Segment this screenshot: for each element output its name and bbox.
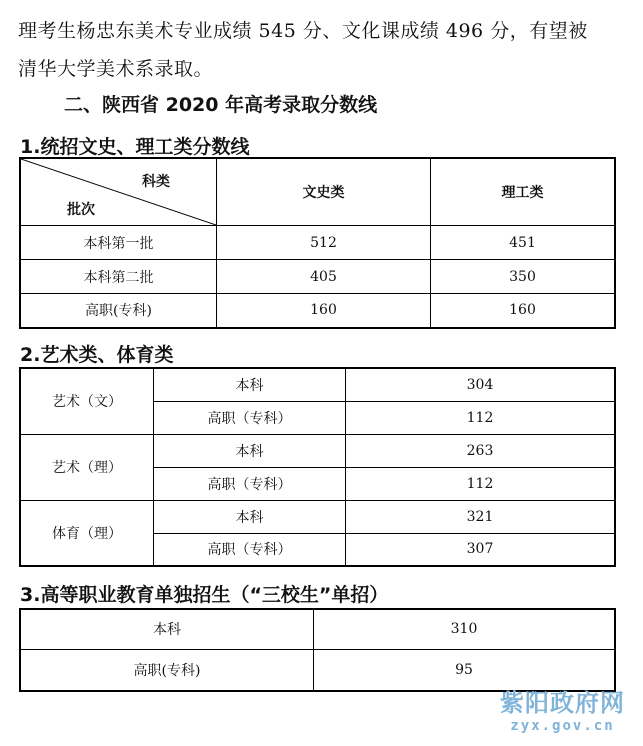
- score-value: 112: [346, 401, 616, 434]
- score-table-general: [19, 157, 616, 329]
- liberal-arts-score: 512: [217, 226, 431, 260]
- column-header-science: 理工类: [431, 158, 616, 226]
- column-header-liberal-arts: 文史类: [217, 158, 431, 226]
- score-value: 112: [346, 467, 616, 500]
- level-label: 本科: [154, 434, 346, 467]
- row-label: 本科第一批: [20, 226, 217, 260]
- watermark-name: 紫阳政府网: [500, 689, 625, 717]
- table-row: [20, 226, 615, 260]
- header-category-label: 科类: [142, 174, 170, 190]
- row-label: 高职(专科): [20, 294, 217, 328]
- liberal-arts-score: 160: [217, 294, 431, 328]
- diagonal-header-cell: [20, 158, 217, 226]
- score-value: 307: [346, 533, 616, 566]
- level-label: 高职（专科）: [154, 533, 346, 566]
- level-label: 本科: [154, 368, 346, 401]
- score-value: 304: [346, 368, 616, 401]
- row-label: 本科: [20, 609, 314, 649]
- score-value: 321: [346, 500, 616, 533]
- table-row: [20, 609, 615, 649]
- score-value: 95: [314, 649, 616, 691]
- row-label: 高职(专科): [20, 649, 314, 691]
- row-label: 本科第二批: [20, 260, 217, 294]
- table-row: [20, 500, 615, 533]
- table-row: [20, 260, 615, 294]
- level-label: 高职（专科）: [154, 467, 346, 500]
- score-table-vocational: [19, 608, 616, 692]
- group-label: 艺术（文）: [20, 368, 154, 434]
- intro-paragraph-line-2: 清华大学美术系录取。: [18, 58, 214, 80]
- subsection-2-title: 2.艺术类、体育类: [20, 344, 174, 366]
- group-label: 体育（理）: [20, 500, 154, 566]
- score-value: 310: [314, 609, 616, 649]
- watermark-url: zyx.gov.cn: [510, 718, 615, 734]
- section-title: 二、陕西省 2020 年高考录取分数线: [64, 94, 378, 116]
- subsection-1-title: 1.统招文史、理工类分数线: [20, 136, 250, 158]
- intro-paragraph-line-1: 理考生杨忠东美术专业成绩 545 分、文化课成绩 496 分，有望被: [18, 20, 588, 42]
- science-score: 350: [431, 260, 616, 294]
- level-label: 本科: [154, 500, 346, 533]
- score-table-arts-sports: [19, 367, 616, 567]
- site-watermark: [500, 683, 625, 734]
- score-value: 263: [346, 434, 616, 467]
- diagonal-line: [21, 159, 216, 225]
- table-row: [20, 368, 615, 401]
- group-label: 艺术（理）: [20, 434, 154, 500]
- header-batch-label: 批次: [67, 202, 95, 218]
- table-row: [20, 434, 615, 467]
- subsection-3-title: 3.高等职业教育单独招生（“三校生”单招）: [20, 584, 389, 606]
- science-score: 160: [431, 294, 616, 328]
- liberal-arts-score: 405: [217, 260, 431, 294]
- science-score: 451: [431, 226, 616, 260]
- table-row: [20, 294, 615, 328]
- level-label: 高职（专科）: [154, 401, 346, 434]
